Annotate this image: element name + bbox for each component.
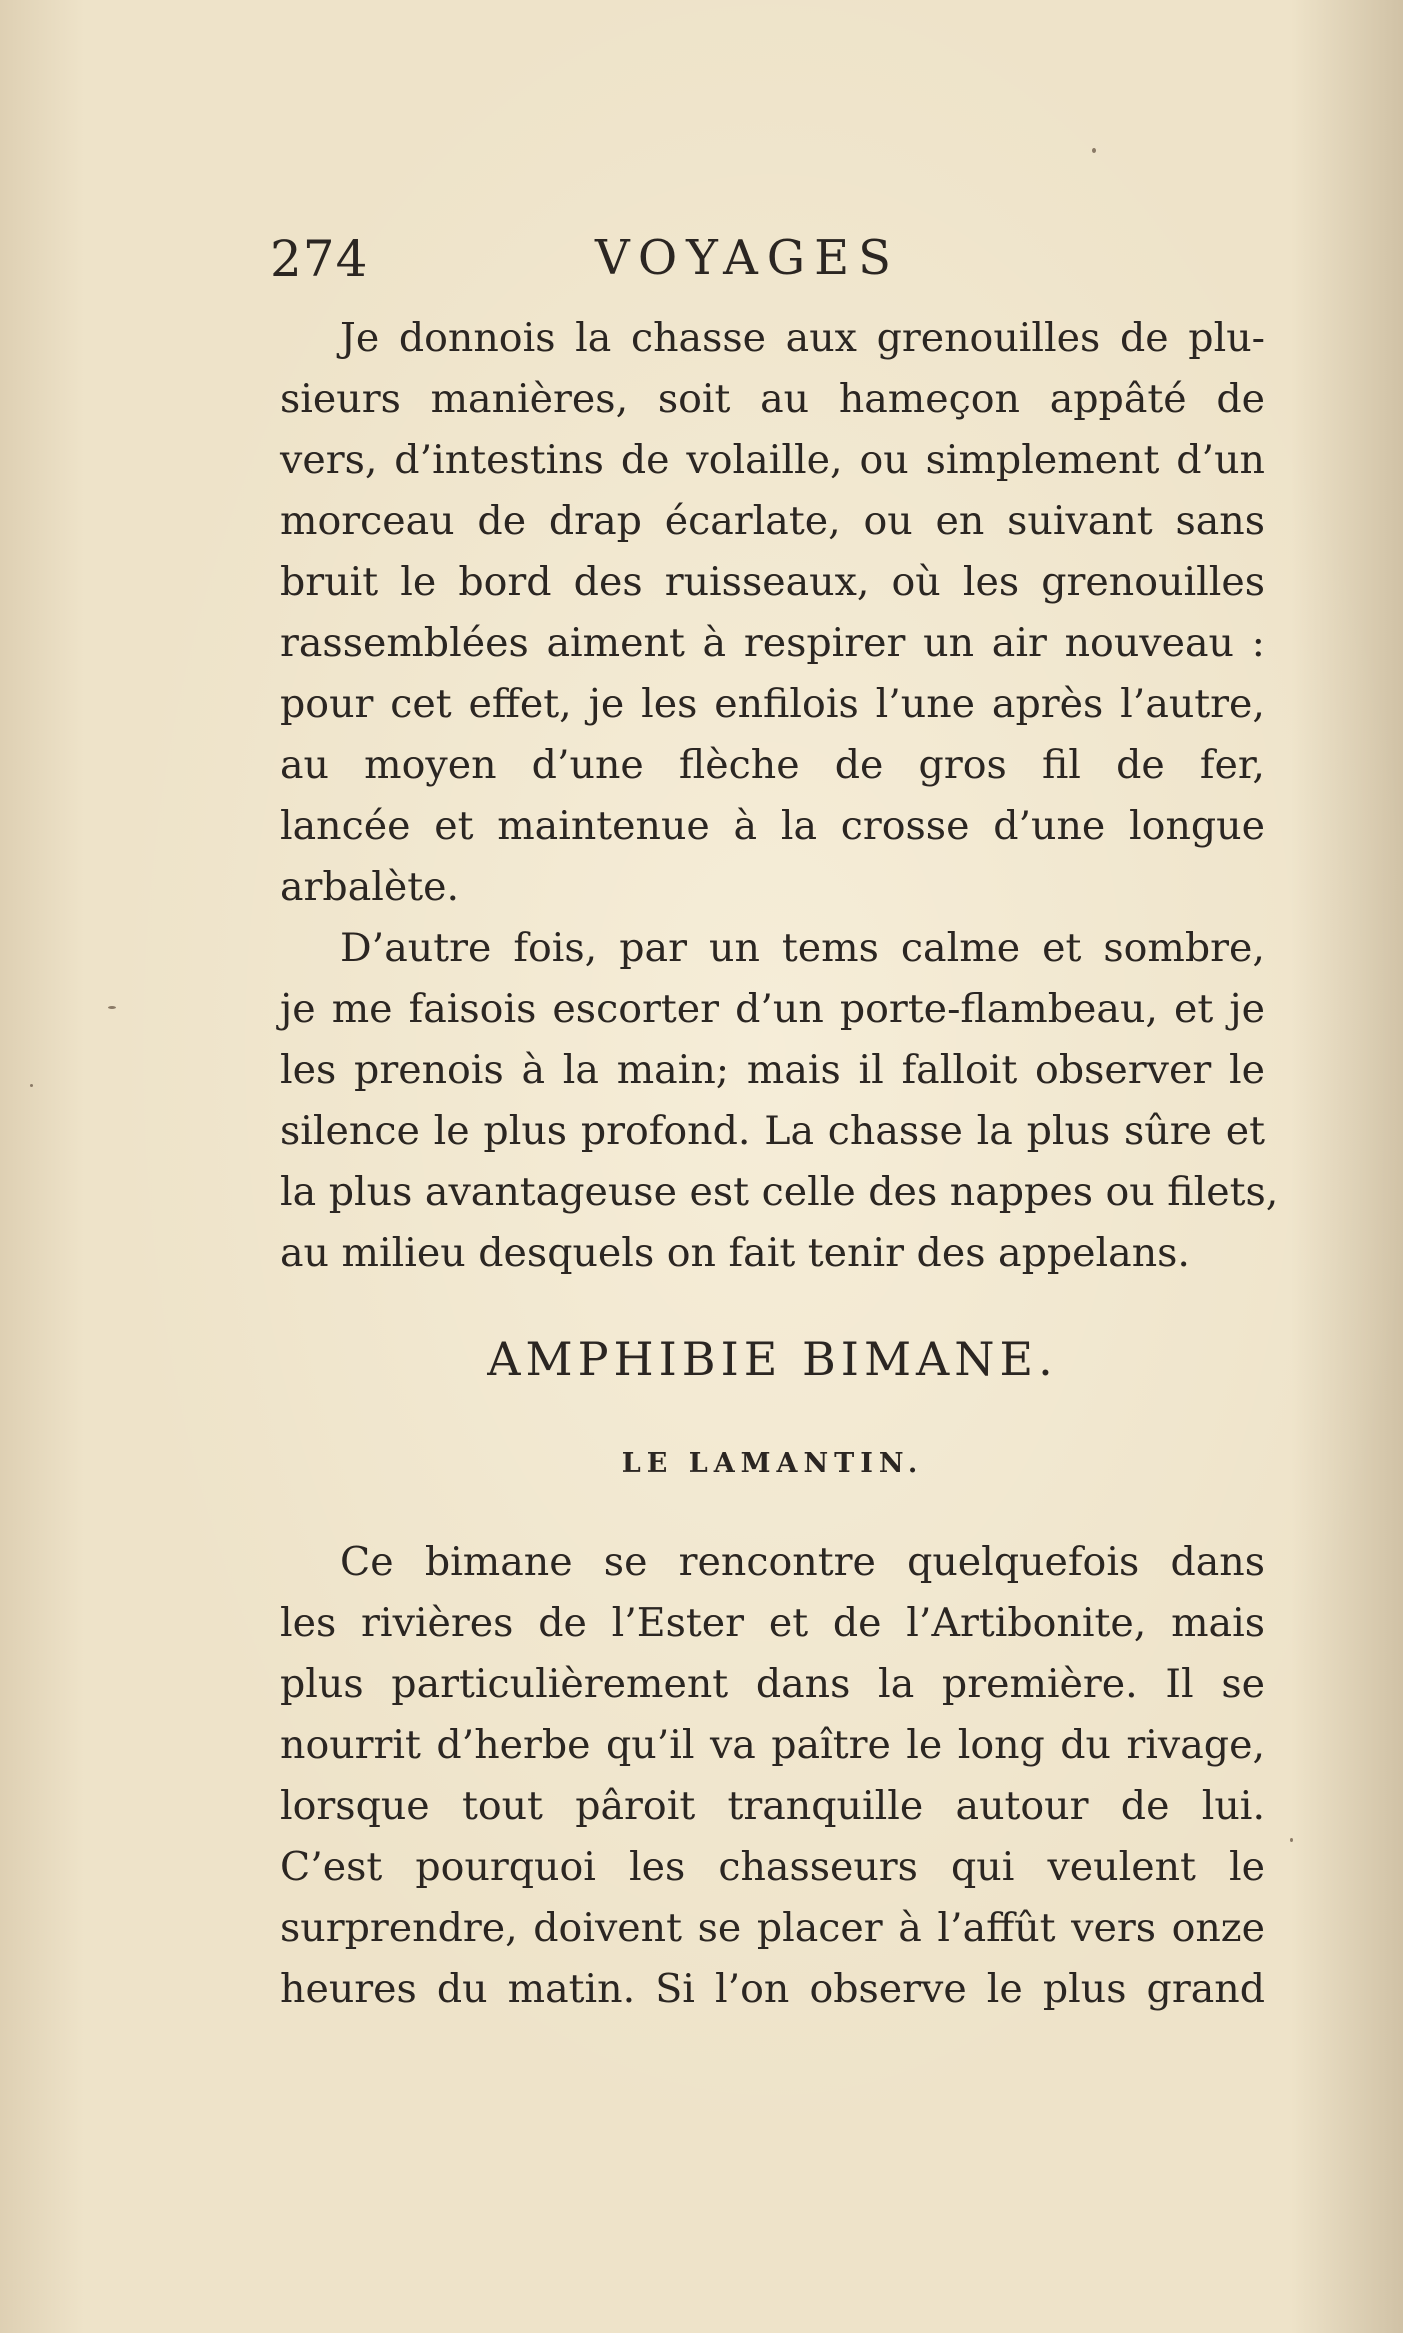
text-line: les prenois à la main; mais il falloit observer le	[280, 1047, 1265, 1093]
running-title: VOYAGES	[595, 230, 901, 286]
paragraph-manatee	[280, 1532, 1265, 2020]
text-line: bruit le bord des ruisseaux, où les grenouilles	[280, 559, 1265, 605]
paper-speck	[30, 1084, 33, 1087]
paper-speck	[1290, 1838, 1293, 1842]
text-line: vers, d’intestins de volaille, ou simplement d’un	[280, 437, 1265, 483]
text-line: au moyen d’une flèche de gros fil de fer,	[280, 742, 1265, 788]
page-header	[270, 230, 930, 290]
section-heading: AMPHIBIE BIMANE.	[487, 1332, 1058, 1386]
paragraph-frog-hunting-methods	[280, 308, 1265, 918]
text-line: silence le plus profond. La chasse la plus sûre et	[280, 1108, 1265, 1154]
text-line: la plus avantageuse est celle des nappes ou filets,	[280, 1169, 1279, 1215]
text-line: Ce bimane se rencontre quelquefois dans	[340, 1539, 1265, 1585]
page-number: 274	[270, 230, 369, 288]
text-line: heures du matin. Si l’on observe le plus grand	[280, 1966, 1265, 2012]
text-line: les rivières de l’Ester et de l’Artibonite, mais	[280, 1600, 1265, 1646]
text-line: C’est pourquoi les chasseurs qui veulent le	[280, 1844, 1265, 1890]
text-line: D’autre fois, par un tems calme et sombre,	[340, 925, 1265, 971]
text-line: arbalète.	[280, 864, 460, 910]
text-line: au milieu desquels on fait tenir des appelans.	[280, 1230, 1190, 1276]
paper-speck	[108, 1006, 116, 1009]
section-subheading: LE LAMANTIN.	[621, 1448, 924, 1479]
text-line: Je donnois la chasse aux grenouilles de plu-	[340, 315, 1265, 361]
text-line: pour cet effet, je les enfilois l’une après l’autre,	[280, 681, 1265, 727]
text-line: morceau de drap écarlate, ou en suivant sans	[280, 498, 1265, 544]
text-line: je me faisois escorter d’un porte-flambeau, et je	[280, 986, 1265, 1032]
text-line: lancée et maintenue à la crosse d’une longue	[280, 803, 1265, 849]
text-line: surprendre, doivent se placer à l’affût vers onze	[280, 1905, 1265, 1951]
paper-speck	[1092, 148, 1096, 153]
text-line: lorsque tout pâroit tranquille autour de lui.	[280, 1783, 1265, 1829]
text-line: nourrit d’herbe qu’il va paître le long du rivage,	[280, 1722, 1265, 1768]
text-line: rassemblées aiment à respirer un air nouveau :	[280, 620, 1265, 666]
paragraph-night-hunting	[280, 918, 1279, 1284]
text-line: sieurs manières, soit au hameçon appâté de	[280, 376, 1265, 422]
text-line: plus particulièrement dans la première. Il se	[280, 1661, 1265, 1707]
